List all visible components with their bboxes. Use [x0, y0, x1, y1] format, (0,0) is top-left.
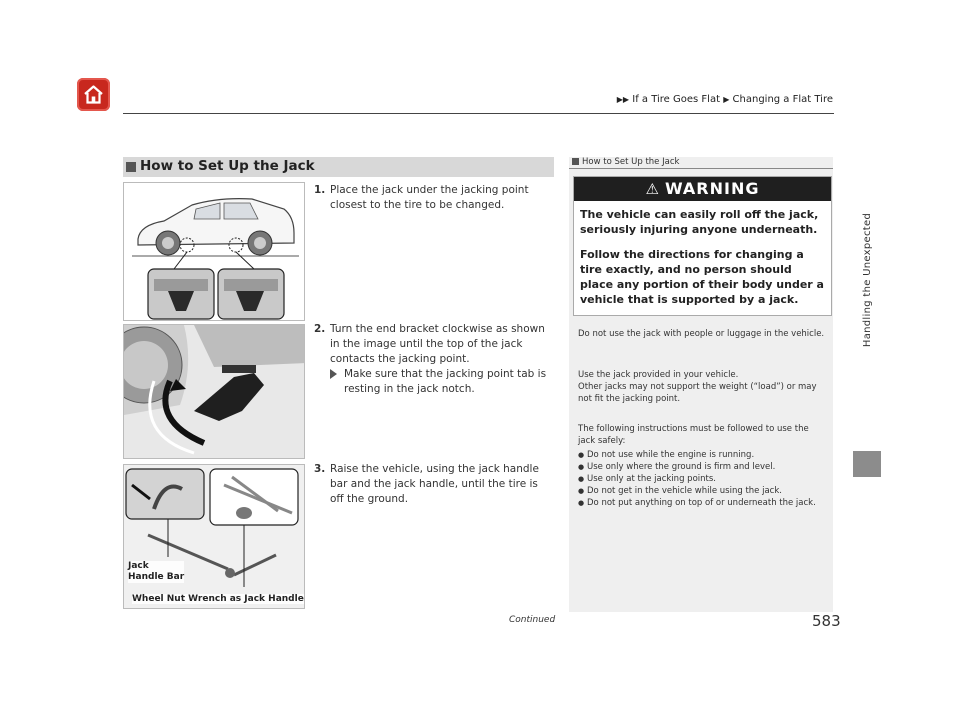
note-paragraph-3: The following instructions must be followed to use the jack safely:: [578, 424, 809, 446]
breadcrumb-item-changing-flat-tire[interactable]: Changing a Flat Tire: [732, 94, 833, 105]
step-text: Turn the end bracket clockwise as shown in the image until the top of the jack contacts the jacking point.: [330, 323, 545, 365]
step-text: Raise the vehicle, using the jack handle bar and the jack handle, until the tire is off the ground.: [330, 463, 539, 505]
step-3: [314, 462, 554, 507]
illustration-jack-handle: [123, 464, 305, 609]
continued-label: Continued: [509, 615, 556, 625]
step-substep-text: Make sure that the jacking point tab is resting in the jack notch.: [344, 368, 547, 395]
step-text: Place the jack under the jacking point closest to the tire to be changed.: [330, 184, 529, 211]
jack-handle-bar-label: Jack Handle Bar: [128, 561, 185, 582]
note-square-icon: [572, 158, 579, 165]
warning-icon: ⚠: [645, 180, 660, 198]
note-paragraph-2: Use the jack provided in your vehicle. Other jacks may not support the weight (“load”) or may not fit the jacking point.: [578, 370, 817, 404]
notes-panel-heading: [569, 157, 833, 167]
arrow-right-icon: [330, 369, 337, 379]
step-substep: [314, 367, 554, 397]
page-number: 583: [812, 612, 841, 630]
chevron-right-icon: ▶▶: [616, 95, 630, 104]
chapter-side-tab[interactable]: [850, 110, 873, 450]
bullet-item: ● Use only at the jacking points.: [578, 473, 828, 485]
step-number: 2.: [314, 323, 326, 335]
step-number: 3.: [314, 463, 326, 475]
chapter-index-marker: [853, 451, 881, 477]
warning-paragraph-2: Follow the directions for changing a tire exactly, and no person should place any portion of their body under a vehicle that is supported by a jack.: [580, 248, 824, 306]
illustration-turn-jack-bracket: [123, 324, 305, 459]
breadcrumb: [0, 94, 833, 105]
section-title: How to Set Up the Jack: [140, 158, 315, 174]
notes-panel-divider: [569, 168, 833, 169]
breadcrumb-item-flat-tire[interactable]: If a Tire Goes Flat: [632, 94, 720, 105]
bullet-item: ● Use only where the ground is firm and level.: [578, 461, 828, 473]
section-title-bar: [123, 157, 554, 177]
bullet-item: ● Do not get in the vehicle while using the jack.: [578, 485, 828, 497]
step-2: [314, 322, 554, 397]
step-1: [314, 183, 554, 213]
section-square-icon: [126, 162, 136, 172]
step-number: 1.: [314, 184, 326, 196]
note-paragraph-1: Do not use the jack with people or luggage in the vehicle.: [578, 329, 825, 339]
chevron-right-icon: ▶: [723, 95, 730, 104]
warning-title: WARNING: [664, 179, 760, 198]
warning-box: [573, 176, 832, 316]
warning-paragraph-1: The vehicle can easily roll off the jack, seriously injuring anyone underneath.: [580, 208, 819, 236]
chapter-side-tab-label: Handling the Unexpected: [862, 212, 873, 348]
wheel-nut-wrench-label: Wheel Nut Wrench as Jack Handle: [132, 594, 304, 604]
notes-panel-heading-text: How to Set Up the Jack: [582, 157, 680, 167]
bullet-item: ● Do not use while the engine is running.: [578, 449, 828, 461]
safety-bullet-list: [578, 449, 828, 509]
header-divider: [123, 113, 834, 114]
bullet-item: ● Do not put anything on top of or underneath the jack.: [578, 497, 828, 509]
warning-header: [574, 177, 831, 201]
illustration-jacking-points: [123, 182, 305, 321]
